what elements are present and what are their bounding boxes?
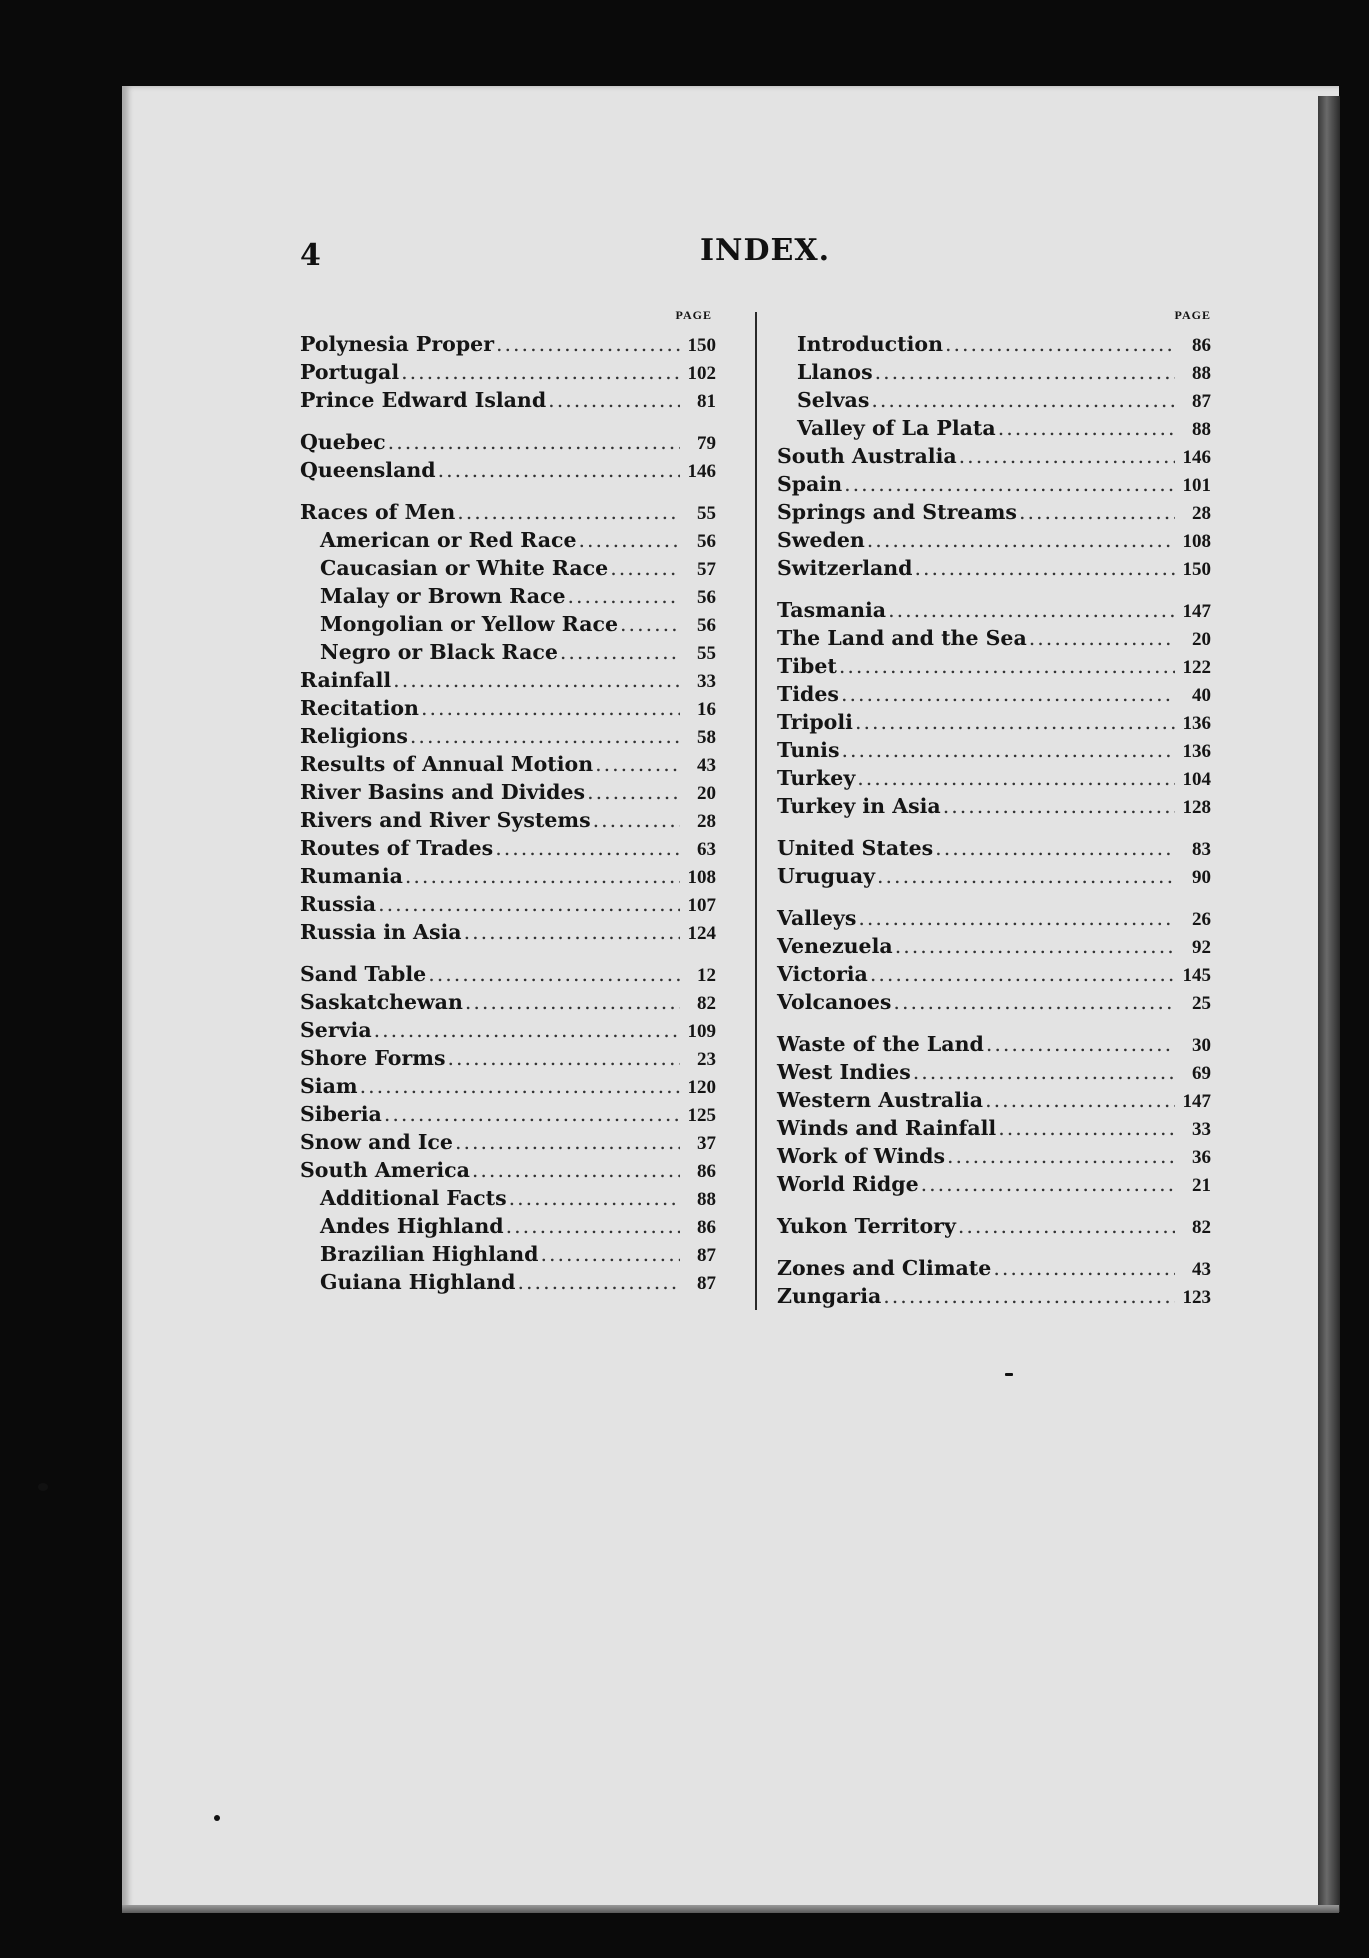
entry-label: Zones and Climate: [777, 1256, 992, 1280]
entry-label: Western Australia: [777, 1088, 984, 1112]
index-entry: [777, 1114, 1211, 1142]
entry-page-number: 136: [1182, 741, 1211, 762]
index-entry: [777, 442, 1211, 470]
index-entry: [300, 834, 716, 862]
entry-page-number: 123: [1182, 1287, 1211, 1308]
index-entry: [777, 904, 1211, 932]
entry-label: Additional Facts: [320, 1186, 507, 1210]
entry-page-number: 28: [1192, 503, 1211, 524]
dot-leader: [958, 1212, 1175, 1240]
entry-label: Russia: [300, 892, 377, 916]
entry-label: Races of Men: [300, 500, 456, 524]
entry-page-number: 147: [1182, 601, 1211, 622]
entry-page-number: 20: [1192, 629, 1211, 650]
entry-page-number: 16: [697, 699, 716, 720]
index-subentry: [777, 330, 1211, 358]
entry-page-number: 33: [1192, 1119, 1211, 1140]
dot-leader: [410, 722, 680, 750]
index-subentry: [300, 1268, 716, 1296]
entry-label: Yukon Territory: [777, 1214, 956, 1238]
index-entry: [300, 778, 716, 806]
index-entry: [777, 1170, 1211, 1198]
index-subentry: [300, 554, 716, 582]
entry-label: Venezuela: [777, 934, 893, 958]
entry-page-number: 122: [1182, 657, 1211, 678]
index-entry: [300, 1016, 716, 1044]
index-entry: [300, 1044, 716, 1072]
entry-page-number: 37: [697, 1133, 716, 1154]
index-subentry: [300, 1212, 716, 1240]
entry-label: Rivers and River Systems: [300, 808, 591, 832]
index-entry: [777, 960, 1211, 988]
entry-label: Guiana Highland: [320, 1270, 516, 1294]
dot-leader: [857, 764, 1175, 792]
entry-label: Results of Annual Motion: [300, 752, 594, 776]
entry-page-number: 107: [687, 895, 716, 916]
dot-leader: [388, 428, 680, 456]
index-entry: [300, 358, 716, 386]
entry-label: Tripoli: [777, 710, 853, 734]
entry-label: Selvas: [797, 388, 870, 412]
entry-label: Work of Winds: [777, 1144, 946, 1168]
index-subentry: [300, 610, 716, 638]
dot-leader: [495, 834, 680, 862]
dot-leader: [378, 890, 680, 918]
dot-leader: [855, 708, 1175, 736]
index-entry: [777, 708, 1211, 736]
group-spacer: [777, 1240, 1211, 1254]
entry-label: Siberia: [300, 1102, 382, 1126]
entry-page-number: 147: [1182, 1091, 1211, 1112]
scan-speck: [1005, 1373, 1013, 1376]
dot-leader: [935, 834, 1175, 862]
dot-leader: [587, 778, 680, 806]
entry-page-number: 86: [1192, 335, 1211, 356]
index-entry: [777, 1212, 1211, 1240]
dot-leader: [438, 456, 680, 484]
index-subentry: [300, 526, 716, 554]
index-entry: [300, 750, 716, 778]
dot-leader: [839, 652, 1175, 680]
index-entry: [300, 694, 716, 722]
dot-leader: [844, 470, 1175, 498]
dot-leader: [867, 526, 1175, 554]
index-subentry: [300, 582, 716, 610]
index-entry: [777, 554, 1211, 582]
dot-leader: [595, 750, 680, 778]
index-subentry: [300, 1184, 716, 1212]
entry-page-number: 40: [1192, 685, 1211, 706]
entry-page-number: 20: [697, 783, 716, 804]
entry-page-number: 25: [1192, 993, 1211, 1014]
entry-label: Uruguay: [777, 864, 876, 888]
dot-leader: [465, 988, 680, 1016]
entry-label: Tibet: [777, 654, 837, 678]
entry-page-number: 56: [697, 587, 716, 608]
index-entry: [300, 806, 716, 834]
page-bottom-edge: [122, 1905, 1339, 1913]
index-entry: [777, 498, 1211, 526]
entry-label: Religions: [300, 724, 408, 748]
entry-page-number: 88: [1192, 419, 1211, 440]
dot-leader: [986, 1030, 1175, 1058]
entry-page-number: 55: [697, 503, 716, 524]
entry-page-number: 23: [697, 1049, 716, 1070]
entry-label: Llanos: [797, 360, 873, 384]
index-entry: [777, 736, 1211, 764]
group-spacer: [300, 946, 716, 960]
entry-label: Valleys: [777, 906, 857, 930]
group-spacer: [777, 890, 1211, 904]
dot-leader: [472, 1156, 680, 1184]
index-entry: [777, 526, 1211, 554]
entry-label: Routes of Trades: [300, 836, 494, 860]
entry-label: Turkey in Asia: [777, 794, 941, 818]
entry-label: Andes Highland: [320, 1214, 504, 1238]
dot-leader: [421, 694, 680, 722]
group-spacer: [777, 820, 1211, 834]
index-subentry: [300, 1240, 716, 1268]
index-entry: [300, 722, 716, 750]
index-entry: [300, 1128, 716, 1156]
dot-leader: [393, 666, 680, 694]
dot-leader: [464, 918, 680, 946]
entry-label: Spain: [777, 472, 843, 496]
entry-label: South America: [300, 1158, 470, 1182]
index-entry: [777, 596, 1211, 624]
entry-page-number: 69: [1192, 1063, 1211, 1084]
dot-leader: [943, 792, 1175, 820]
dot-leader: [842, 736, 1175, 764]
entry-page-number: 101: [1182, 475, 1211, 496]
column-divider: [755, 312, 757, 1310]
index-entries-left: [300, 330, 716, 1296]
entry-label: Caucasian or White Race: [320, 556, 609, 580]
entry-page-number: 79: [697, 433, 716, 454]
dot-leader: [428, 960, 680, 988]
entry-page-number: 108: [1182, 531, 1211, 552]
entry-label: Rainfall: [300, 668, 392, 692]
entry-page-number: 88: [1192, 363, 1211, 384]
index-subentry: [300, 638, 716, 666]
group-spacer: [777, 1016, 1211, 1030]
page-column-heading: PAGE: [1174, 308, 1211, 322]
entry-label: Sand Table: [300, 962, 427, 986]
dot-leader: [947, 1142, 1175, 1170]
entry-page-number: 21: [1192, 1175, 1211, 1196]
index-entry: [777, 624, 1211, 652]
dot-leader: [560, 638, 680, 666]
page-number: 4: [300, 238, 321, 273]
entry-page-number: 150: [687, 335, 716, 356]
dot-leader: [998, 1114, 1175, 1142]
entry-page-number: 150: [1182, 559, 1211, 580]
entry-page-number: 87: [697, 1245, 716, 1266]
entry-label: World Ridge: [777, 1172, 919, 1196]
dot-leader: [568, 582, 680, 610]
dot-leader: [540, 1240, 680, 1268]
entry-label: South Australia: [777, 444, 957, 468]
dot-leader: [610, 554, 680, 582]
dot-leader: [384, 1100, 680, 1128]
dot-leader: [875, 358, 1175, 386]
page-column-heading: PAGE: [675, 308, 712, 322]
dot-leader: [401, 358, 680, 386]
entry-label: Rumania: [300, 864, 403, 888]
dot-leader: [518, 1268, 680, 1296]
entry-label: Tasmania: [777, 598, 887, 622]
dot-leader: [509, 1184, 680, 1212]
dot-leader: [360, 1072, 680, 1100]
dot-leader: [998, 414, 1175, 442]
entry-page-number: 36: [1192, 1147, 1211, 1168]
group-spacer: [300, 484, 716, 498]
entry-page-number: 145: [1182, 965, 1211, 986]
entry-page-number: 82: [1192, 1217, 1211, 1238]
index-entry: [300, 1072, 716, 1100]
index-entry: [300, 330, 716, 358]
entry-label: The Land and the Sea: [777, 626, 1027, 650]
entry-label: Zungaria: [777, 1284, 882, 1308]
entry-label: Waste of the Land: [777, 1032, 984, 1056]
index-entry: [300, 498, 716, 526]
entry-label: Switzerland: [777, 556, 913, 580]
index-entry: [777, 680, 1211, 708]
dot-leader: [985, 1086, 1175, 1114]
entry-page-number: 58: [697, 727, 716, 748]
entry-page-number: 28: [697, 811, 716, 832]
dot-leader: [620, 610, 680, 638]
entry-label: Queensland: [300, 458, 436, 482]
dot-leader: [579, 526, 680, 554]
entry-label: Turkey: [777, 766, 856, 790]
entry-label: Springs and Streams: [777, 500, 1017, 524]
entry-page-number: 136: [1182, 713, 1211, 734]
entry-label: Saskatchewan: [300, 990, 463, 1014]
entry-page-number: 83: [1192, 839, 1211, 860]
index-column-right: [777, 308, 1211, 1310]
index-entry: [777, 1086, 1211, 1114]
entry-label: Snow and Ice: [300, 1130, 453, 1154]
index-entry: [300, 666, 716, 694]
index-entry: [777, 764, 1211, 792]
entry-label: Introduction: [797, 332, 943, 356]
index-entry: [300, 862, 716, 890]
index-entry: [777, 1254, 1211, 1282]
dot-leader: [871, 386, 1175, 414]
index-entry: [777, 652, 1211, 680]
entry-page-number: 125: [687, 1105, 716, 1126]
entry-page-number: 90: [1192, 867, 1211, 888]
entry-page-number: 109: [687, 1021, 716, 1042]
entry-page-number: 146: [1182, 447, 1211, 468]
dot-leader: [870, 960, 1175, 988]
index-entry: [300, 918, 716, 946]
entry-page-number: 146: [687, 461, 716, 482]
index-subentry: [777, 358, 1211, 386]
dot-leader: [841, 680, 1175, 708]
dot-leader: [877, 862, 1175, 890]
index-entry: [300, 456, 716, 484]
index-entry: [300, 988, 716, 1016]
entry-page-number: 120: [687, 1077, 716, 1098]
index-entry: [300, 890, 716, 918]
entry-page-number: 86: [697, 1217, 716, 1238]
entry-page-number: 56: [697, 615, 716, 636]
dot-leader: [945, 330, 1175, 358]
entry-label: Malay or Brown Race: [320, 584, 566, 608]
entry-page-number: 124: [687, 923, 716, 944]
entry-page-number: 87: [1192, 391, 1211, 412]
dot-leader: [921, 1170, 1175, 1198]
dot-leader: [1029, 624, 1175, 652]
entry-label: Brazilian Highland: [320, 1242, 539, 1266]
entry-page-number: 56: [697, 531, 716, 552]
dot-leader: [593, 806, 680, 834]
entry-label: Volcanoes: [777, 990, 892, 1014]
entry-label: Shore Forms: [300, 1046, 446, 1070]
index-entry: [777, 1282, 1211, 1310]
entry-label: Valley of La Plata: [797, 416, 996, 440]
entry-page-number: 26: [1192, 909, 1211, 930]
index-entry: [300, 1156, 716, 1184]
entry-page-number: 82: [697, 993, 716, 1014]
entry-page-number: 92: [1192, 937, 1211, 958]
entry-label: Sweden: [777, 528, 865, 552]
entry-label: Servia: [300, 1018, 372, 1042]
index-entry: [777, 834, 1211, 862]
entry-page-number: 104: [1182, 769, 1211, 790]
entry-label: West Indies: [777, 1060, 911, 1084]
scan-speck: [214, 1815, 220, 1821]
entry-label: Siam: [300, 1074, 358, 1098]
dot-leader: [457, 498, 680, 526]
index-entry: [777, 1030, 1211, 1058]
dot-leader: [888, 596, 1175, 624]
dot-leader: [448, 1044, 680, 1072]
group-spacer: [777, 582, 1211, 596]
entry-page-number: 12: [697, 965, 716, 986]
index-entry: [300, 428, 716, 456]
index-subentry: [777, 414, 1211, 442]
entry-label: United States: [777, 836, 934, 860]
entry-page-number: 33: [697, 671, 716, 692]
index-entry: [777, 988, 1211, 1016]
dot-leader: [374, 1016, 680, 1044]
dot-leader: [993, 1254, 1175, 1282]
entry-page-number: 30: [1192, 1035, 1211, 1056]
entry-label: Quebec: [300, 430, 386, 454]
entry-page-number: 55: [697, 643, 716, 664]
dot-leader: [883, 1282, 1175, 1310]
index-entry: [777, 862, 1211, 890]
entry-label: Tides: [777, 682, 839, 706]
index-entries-right: [777, 330, 1211, 1310]
entry-label: Winds and Rainfall: [777, 1116, 997, 1140]
index-entry: [777, 932, 1211, 960]
dot-leader: [959, 442, 1175, 470]
entry-label: American or Red Race: [320, 528, 577, 552]
dot-leader: [858, 904, 1175, 932]
index-subentry: [777, 386, 1211, 414]
entry-label: Polynesia Proper: [300, 332, 494, 356]
page-title: INDEX.: [700, 233, 831, 268]
entry-label: Prince Edward Island: [300, 388, 547, 412]
entry-label: Negro or Black Race: [320, 640, 558, 664]
index-column-left: [300, 308, 716, 1296]
entry-page-number: 57: [697, 559, 716, 580]
entry-page-number: 88: [697, 1189, 716, 1210]
dot-leader: [895, 932, 1175, 960]
group-spacer: [300, 414, 716, 428]
entry-page-number: 63: [697, 839, 716, 860]
entry-label: Portugal: [300, 360, 400, 384]
dot-leader: [496, 330, 680, 358]
dot-leader: [893, 988, 1175, 1016]
dot-leader: [506, 1212, 680, 1240]
index-entry: [777, 470, 1211, 498]
entry-page-number: 81: [697, 391, 716, 412]
entry-label: Victoria: [777, 962, 868, 986]
index-entry: [777, 792, 1211, 820]
entry-label: Tunis: [777, 738, 840, 762]
entry-label: Russia in Asia: [300, 920, 462, 944]
index-entry: [777, 1058, 1211, 1086]
dot-leader: [1019, 498, 1175, 526]
entry-page-number: 128: [1182, 797, 1211, 818]
entry-page-number: 102: [687, 363, 716, 384]
dot-leader: [915, 554, 1175, 582]
entry-page-number: 86: [697, 1161, 716, 1182]
index-entry: [300, 960, 716, 988]
dot-leader: [405, 862, 680, 890]
entry-page-number: 43: [1192, 1259, 1211, 1280]
group-spacer: [777, 1198, 1211, 1212]
dot-leader: [455, 1128, 680, 1156]
entry-page-number: 87: [697, 1273, 716, 1294]
entry-label: River Basins and Divides: [300, 780, 586, 804]
dot-leader: [548, 386, 680, 414]
index-entry: [777, 1142, 1211, 1170]
index-entry: [300, 386, 716, 414]
dot-leader: [913, 1058, 1175, 1086]
page-edge: [1318, 96, 1340, 1912]
entry-page-number: 43: [697, 755, 716, 776]
entry-page-number: 108: [687, 867, 716, 888]
scan-speck: [38, 1483, 48, 1491]
entry-label: Recitation: [300, 696, 419, 720]
entry-label: Mongolian or Yellow Race: [320, 612, 619, 636]
index-entry: [300, 1100, 716, 1128]
